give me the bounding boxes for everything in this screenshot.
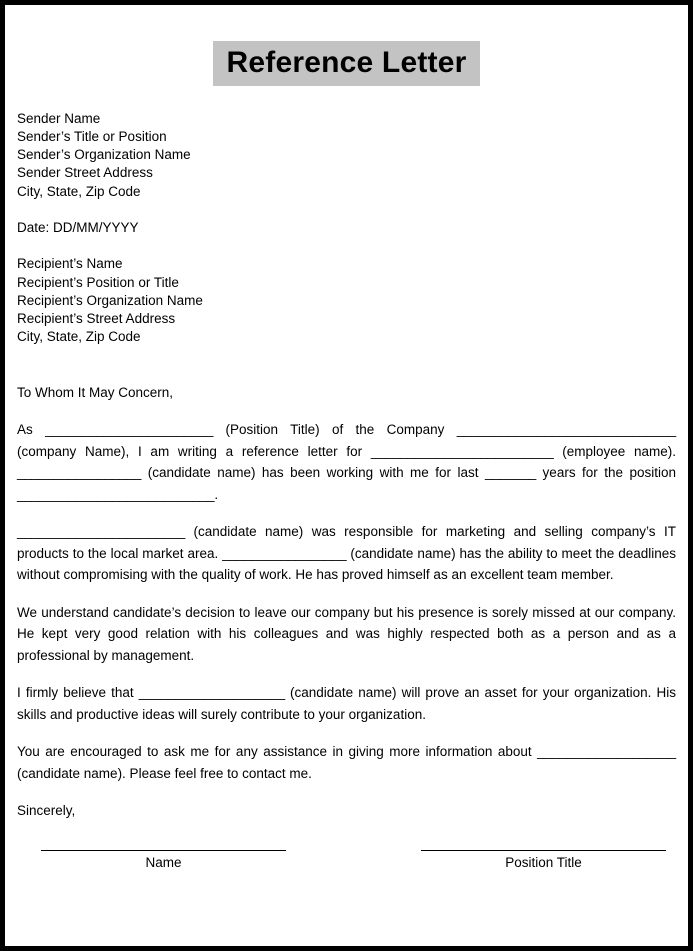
body-paragraph-5 <box>17 741 676 784</box>
sender-organization: Sender’s Organization Name <box>17 147 191 163</box>
recipient-city-state-zip: City, State, Zip Code <box>17 329 141 345</box>
para5-text-1: You are encouraged to ask me for any assistance in giving more information about <box>17 744 538 760</box>
para1-blank-company-name: ______________________________ <box>456 422 676 438</box>
para4-text-1: I firmly believe that <box>17 685 139 701</box>
para1-text-3: (company Name), I am writing a reference letter for <box>17 443 371 459</box>
recipient-name: Recipient’s Name <box>17 256 123 272</box>
signature-block-name <box>41 850 286 872</box>
signature-block-position <box>421 850 666 872</box>
para2-blank-candidate-name-1: _______________________ <box>17 524 186 540</box>
recipient-street-address: Recipient’s Street Address <box>17 311 176 327</box>
sender-title: Sender’s Title or Position <box>17 128 167 144</box>
para1-text-6: years for the position <box>536 465 676 481</box>
para5-text-2: (candidate name). Please feel free to contact me. <box>17 765 312 781</box>
signature-label-name: Name <box>145 855 182 870</box>
para1-blank-employee-name: _________________________ <box>370 443 554 459</box>
body-paragraph-1 <box>17 419 676 505</box>
para1-text-7: . <box>214 486 219 502</box>
recipient-address-block <box>17 255 676 346</box>
salutation: To Whom It May Concern, <box>17 384 174 400</box>
sender-name: Sender Name <box>17 110 101 126</box>
para1-text-4: (employee name). <box>553 443 676 459</box>
para2-text-1: (candidate name) was responsible for marketing and selling company’s IT products to the local market area. <box>17 524 676 561</box>
sender-city-state-zip: City, State, Zip Code <box>17 183 141 199</box>
body-paragraph-2 <box>17 521 676 586</box>
signature-label-position: Position Title <box>505 855 582 870</box>
signature-line-position <box>421 850 666 851</box>
para1-text-2: (Position Title) of the Company <box>213 422 457 438</box>
body-paragraph-3: We understand candidate’s decision to leave our company but his presence is sorely missed at our company. He kept very good relation with his colleagues and was highly respected both as a person and as a professional by management. <box>17 604 676 663</box>
date-line: Date: DD/MM/YYYY <box>17 219 139 235</box>
para2-text-2: (candidate name) has the ability to meet the deadlines without compromising with the quality of work. He has proved himself as an excellent team member. <box>17 545 676 583</box>
page-title: Reference Letter <box>213 41 481 86</box>
recipient-position: Recipient’s Position or Title <box>17 274 179 290</box>
title-row <box>17 41 676 86</box>
signature-area <box>17 850 676 872</box>
para4-blank-candidate-name: ____________________ <box>138 685 285 701</box>
sender-street-address: Sender Street Address <box>17 165 153 181</box>
para5-blank-candidate-name: ___________________ <box>537 744 676 760</box>
para1-blank-position-title: _______________________ <box>45 422 214 438</box>
para1-blank-years: _______ <box>484 465 537 481</box>
para1-blank-position: ___________________________ <box>17 486 215 502</box>
page-content-area <box>5 5 688 946</box>
closing-line: Sincerely, <box>17 803 76 819</box>
signature-line-name <box>41 850 286 851</box>
para4-text-2: (candidate name) will prove an asset for your organization. His skills and productive ideas will surely contribute to your organization. <box>17 685 676 722</box>
para1-text-5: (candidate name) has been working with me for last <box>141 465 485 481</box>
body-paragraph-4 <box>17 682 676 725</box>
para1-blank-candidate-name: _________________ <box>17 465 142 481</box>
para1-text-1: As <box>17 422 46 438</box>
para2-blank-candidate-name-2: _________________ <box>222 545 347 561</box>
sender-address-block <box>17 110 676 201</box>
recipient-organization: Recipient’s Organization Name <box>17 292 203 308</box>
